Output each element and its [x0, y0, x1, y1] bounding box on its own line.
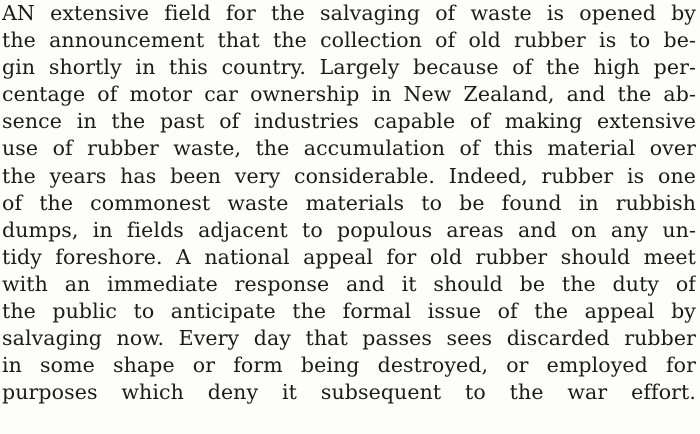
text-line-11: with an immediate response and it should be the duty of	[2, 271, 696, 296]
text-line-12: the public to anticipate the formal issue of the appeal by	[2, 299, 696, 324]
text-line-1: AN extensive field for the salvaging of waste is opened by	[2, 1, 696, 25]
text-line-14: in some shape or form being destroyed, or employed for	[2, 353, 696, 378]
text-line-13: salvaging now. Every day that passes sees discarded rubber	[2, 326, 696, 351]
text-line-3: gin shortly in this country. Largely because of the high per-	[2, 55, 696, 80]
text-line-2: the announcement that the collection of old rubber is to be-	[2, 28, 696, 53]
text-line-9: dumps, in fields adjacent to populous areas and on any un-	[2, 217, 696, 242]
text-line-8: of the commonest waste materials to be found in rubbish	[2, 190, 696, 215]
text-line-5: sence in the past of industries capable of making extensive	[2, 109, 696, 134]
text-line-15: purposes which deny it subsequent to the war effort.	[2, 380, 696, 405]
text-line-7: the years has been very considerable. Indeed, rubber is one	[2, 163, 696, 188]
text-line-4: centage of motor car ownership in New Zealand, and the ab-	[2, 82, 696, 107]
text-line-10: tidy foreshore. A national appeal for old rubber should meet	[2, 244, 696, 269]
text-line-6: use of rubber waste, the accumulation of this material over	[2, 136, 696, 161]
article-text	[2, 0, 696, 406]
